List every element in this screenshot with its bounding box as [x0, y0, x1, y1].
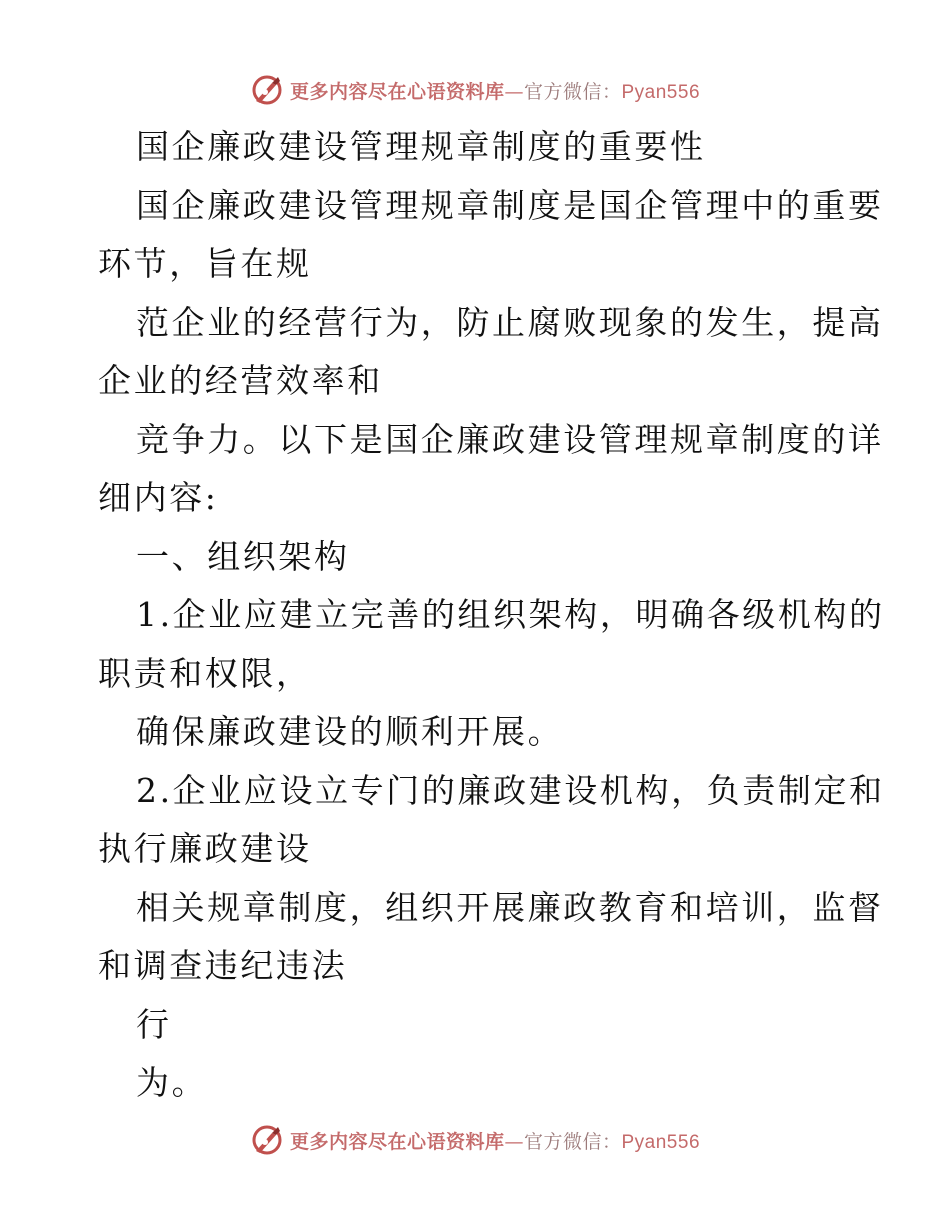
footer-banner — [0, 1120, 950, 1160]
banner-site-name: 更多内容尽在心语资料库 — [289, 80, 505, 103]
banner-wechat-id: Pyan556 — [621, 81, 701, 103]
paragraph-line: 环节，旨在规 — [98, 244, 312, 283]
header-banner — [0, 70, 950, 110]
paragraph-line: 国企廉政建设管理规章制度的重要性 — [136, 127, 706, 166]
paragraph-line: 职责和权限， — [98, 653, 312, 693]
paragraph-line: 竞争力。以下是国企廉政建设管理规章制度的详 — [136, 419, 884, 459]
paragraph-line: 和调查违纪违法 — [98, 946, 348, 985]
pen-circle-logo-icon — [250, 1123, 284, 1157]
banner-site-name: 更多内容尽在心语资料库 — [289, 1130, 505, 1153]
paragraph-line: 确保廉政建设的顺利开展。 — [136, 712, 564, 751]
paragraph-line: 相关规章制度，组织开展廉政教育和培训，监督 — [136, 887, 884, 927]
banner-wechat-label: 官方微信： — [523, 1130, 622, 1153]
paragraph-line: 一、组织架构 — [136, 536, 350, 576]
paragraph-line: 企业的经营效率和 — [98, 361, 383, 400]
paragraph-line: 国企廉政建设管理规章制度是国企管理中的重要 — [136, 185, 884, 225]
banner-text — [290, 1127, 700, 1154]
banner-wechat-label: 官方微信： — [523, 80, 622, 103]
pen-circle-logo-icon — [250, 73, 284, 107]
banner-text — [290, 77, 700, 104]
paragraph-line: 范企业的经营行为，防止腐败现象的发生，提高 — [136, 302, 884, 342]
paragraph-line: 执行廉政建设 — [98, 829, 312, 868]
banner-dash: — — [504, 1130, 524, 1153]
paragraph-line: 细内容: — [98, 478, 219, 517]
paragraph-line: 行 — [136, 1004, 172, 1044]
banner-dash: — — [504, 80, 524, 103]
paragraph-line: 1.企业应建立完善的组织架构，明确各级机构的 — [136, 595, 885, 634]
paragraph-line: 为。 — [136, 1063, 208, 1102]
document-body — [98, 118, 885, 1113]
paragraph-line: 2.企业应设立专门的廉政建设机构，负责制定和 — [136, 770, 885, 810]
banner-wechat-id: Pyan556 — [621, 1131, 701, 1153]
